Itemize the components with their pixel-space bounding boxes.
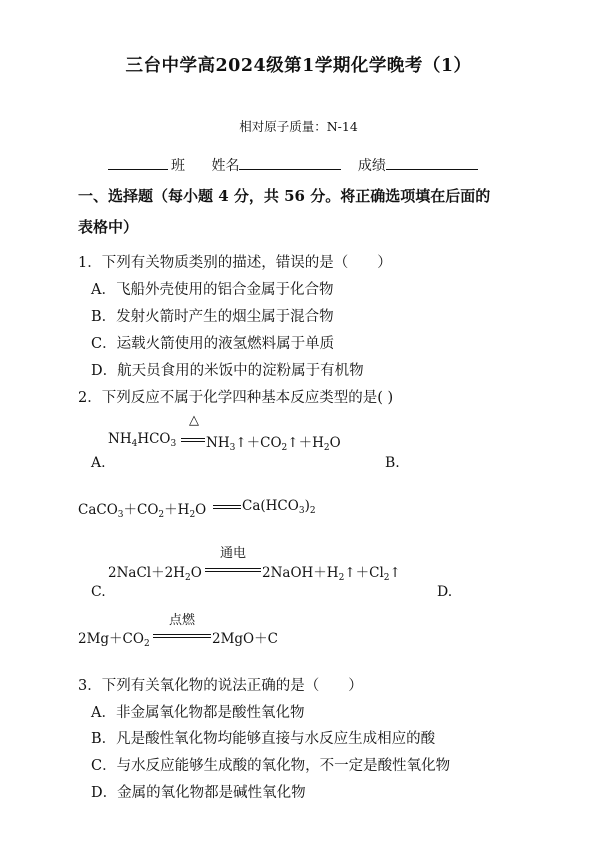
section-heading-line2: 表格中） — [78, 218, 139, 236]
q3-option-d[interactable]: D．金属的氧化物都是碱性氧化物 — [91, 785, 306, 801]
q3-option-b[interactable]: B．凡是酸性氧化物均能够直接与水反应生成相应的酸 — [91, 731, 436, 747]
score-blank[interactable] — [386, 155, 478, 170]
equation-c-products: $2NaOH+H_2↑+Cl_2↑$ — [262, 565, 401, 583]
class-blank[interactable] — [108, 155, 168, 170]
q2-option-c-label[interactable]: C. — [91, 584, 106, 600]
q2-option-d-label[interactable]: D. — [437, 584, 453, 600]
equation-c-equals-sign — [205, 568, 261, 572]
q2-option-a-label[interactable]: A. — [91, 455, 106, 471]
equation-d-reactants: $2Mg+CO_2$ — [78, 631, 150, 649]
equation-b-products: $Ca(HCO_3)_2$ — [242, 498, 316, 516]
ignite-condition: 点燃 — [168, 613, 195, 628]
q3-option-c[interactable]: C．与水反应能够生成酸的氧化物，不一定是酸性氧化物 — [91, 758, 451, 774]
name-label: 姓名 — [211, 158, 240, 174]
equation-b-equals-sign — [213, 505, 241, 509]
class-label: 班 — [171, 158, 185, 174]
atomic-mass-note: 相对原子质量：N-14 — [239, 119, 358, 134]
page-title: 三台中学高2024级第1学期化学晚考（1） — [125, 56, 472, 76]
q3-option-a[interactable]: A．非金属氧化物都是酸性氧化物 — [91, 705, 305, 721]
heat-condition-symbol: △ — [189, 413, 199, 428]
q1-option-c[interactable]: C．运载火箭使用的液氢燃料属于单质 — [91, 336, 335, 352]
equation-a-products: $NH_3↑+CO_2↑+H_2O$ — [206, 435, 341, 453]
question-3-stem: 3．下列有关氧化物的说法正确的是（ ） — [78, 678, 363, 694]
student-info-line — [108, 155, 478, 175]
question-2-stem: 2．下列反应不属于化学四种基本反应类型的是( ) — [78, 390, 394, 406]
q1-option-b[interactable]: B．发射火箭时产生的烟尘属于混合物 — [91, 309, 334, 325]
q1-option-d[interactable]: D．航天员食用的米饭中的淀粉属于有机物 — [91, 363, 364, 379]
equation-d-equals-sign — [153, 634, 211, 638]
q1-option-a[interactable]: A．飞船外壳使用的铝合金属于化合物 — [91, 282, 334, 298]
equation-a-reactants: $NH_4HCO_3$ — [108, 431, 177, 449]
equation-d-products: 2MgO＋C — [212, 631, 278, 647]
section-heading-line1: 一、选择题（每小题 4 分，共 56 分。将正确选项填在后面的 — [78, 187, 491, 205]
score-label: 成绩 — [357, 158, 386, 174]
equation-c-reactants: $2NaCl+2H_2O$ — [108, 565, 202, 583]
electrolysis-condition: 通电 — [219, 546, 246, 561]
equation-b-reactants: $CaCO_3+CO_2+H_2O$ — [78, 502, 207, 520]
question-1-stem: 1．下列有关物质类别的描述，错误的是（ ） — [78, 255, 392, 271]
name-blank[interactable] — [239, 155, 341, 170]
equation-a-equals-sign — [181, 438, 205, 442]
q2-option-b-label[interactable]: B. — [385, 455, 400, 471]
